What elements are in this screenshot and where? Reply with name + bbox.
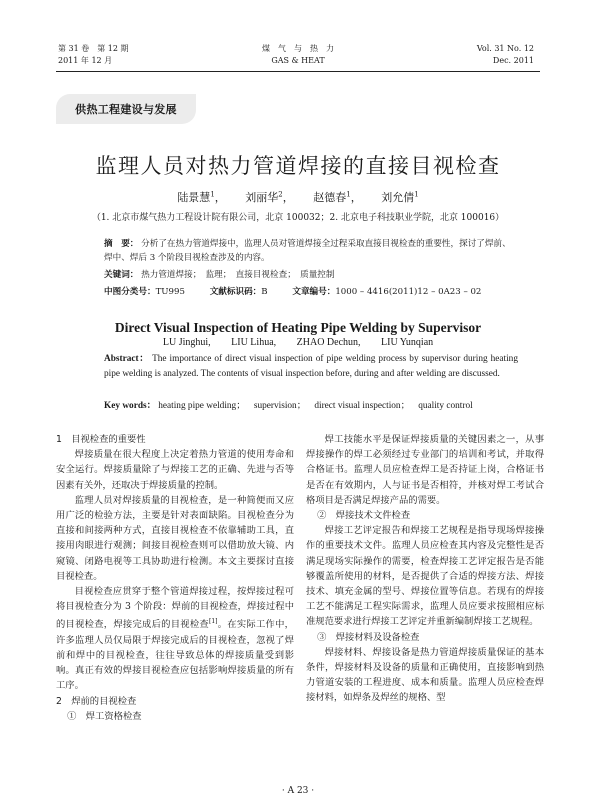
article-no-value: 1000 – 4416(2011)12 – 0A23 – 02 bbox=[335, 287, 482, 297]
keywords-text-cn: 热力管道焊接； 监理； 直接目视检查； 质量控制 bbox=[141, 270, 335, 280]
affiliation-cn: （1. 北京市煤气热力工程设计院有限公司，北京 100032；2. 北京电子科技职业学院，北京 100016） bbox=[91, 213, 505, 223]
article-no-label: 文章编号： bbox=[292, 287, 336, 297]
section-heading: 2 焊前的目视检查 bbox=[56, 695, 137, 707]
abstract-label-cn: 摘 要： bbox=[104, 239, 139, 249]
abstract-label-en: Abstract： bbox=[104, 354, 150, 364]
paragraph: 焊工技能水平是保证焊接质量的关键因素之一，从事焊接操作的焊工必须经过专业部门的培训和考试，并取得合格证书。监理人员应检查焊工是否持证上岗，合格证书是否在有效期内，人与证书是否相符，并核对焊工考试合格项目是否满足焊接产品的需要。 bbox=[306, 434, 544, 506]
author: 刘允倩$^1$ bbox=[381, 190, 419, 204]
paragraph: 监理人员对焊接质量的目视检查，是一种简便而又应用广泛的检验方法，主要是针对表面缺陷。目视检查分为直接和间接两种方式，直接目视检查不依靠辅助工具，直接用肉眼进行观测；间接目视检查则可以借助放大镜、内窥镜、闭路电视等工具协助进行检测。本文主要探讨直接目视检查。 bbox=[56, 494, 294, 582]
author-en: LU Jinghui, bbox=[162, 337, 211, 348]
journal-name-en: GAS & HEAT bbox=[271, 56, 325, 65]
article-title-cn: 监理人员对热力管道焊接的直接目视检查 bbox=[95, 154, 501, 178]
paragraph: 目视检查应贯穿于整个管道焊接过程，按焊接过程可将目视检查分为 3 个阶段：焊前的目视检查，焊接过程中的目视检查，焊接完成后的目视检查[1]。在实际工作中，许多监理人员仅局限于焊接完成后的目视检查，忽视了焊前和焊中的目视检查，往往导致总体的焊接质量受到影响。真正有效的焊接目视检查应包括影响焊接质量的所有工序。 bbox=[56, 586, 294, 692]
volume-issue-en: Vol. 31 No. 12 bbox=[476, 44, 534, 53]
paragraph: 焊接材料、焊接设备是热力管道焊接质量保证的基本条件，焊接材料及设备的质量和正确使用，直接影响到热力管道安装的工程进度、成本和质量。监理人员应检查焊接材料，如焊条及焊丝的规格、型 bbox=[306, 646, 544, 704]
article-title-en: Direct Visual Inspection of Heating Pipe Welding by Supervisor bbox=[114, 320, 482, 335]
subsection-heading: ③ 焊接材料及设备检查 bbox=[317, 631, 420, 643]
keyword-en: supervision； bbox=[253, 401, 307, 411]
body-column-left bbox=[56, 432, 294, 724]
keywords-label-en: Key words： bbox=[104, 401, 156, 411]
paragraph: 焊接质量在很大程度上决定着热力管道的使用寿命和安全运行。焊接质量除了与焊接工艺的正确、先进与否等因素有关外，还取决于焊接质量的控制。 bbox=[56, 449, 294, 491]
issue-date-en: Dec. 2011 bbox=[492, 56, 534, 65]
subsection-heading: ① 焊工资格检查 bbox=[67, 710, 142, 722]
keyword-en: heating pipe welding； bbox=[158, 401, 246, 411]
classification-line bbox=[104, 285, 518, 299]
abstract-cn bbox=[104, 237, 518, 265]
abstract-text-en: The importance of direct visual inspection of pipe welding process by supervisor during heating pipe welding is analyzed. The contents of visual inspection before, during and after welding are discussed. bbox=[104, 354, 518, 379]
section-heading: 1 目视检查的重要性 bbox=[56, 434, 146, 445]
abstract-text-cn: 分析了在热力管道焊接中，监理人员对管道焊接全过程采取直接目视检查的重要性，探讨了焊前、焊中、焊后 3 个阶段目视检查涉及的内容。 bbox=[104, 239, 511, 263]
keyword-en: direct visual inspection； bbox=[314, 401, 410, 411]
keywords-label-cn: 关键词： bbox=[104, 270, 139, 280]
page-number: · A 23 · bbox=[281, 786, 315, 796]
author-en: LIU Lihua, bbox=[231, 337, 277, 348]
column-badge bbox=[56, 94, 196, 124]
author: 陆景慧$^1$， bbox=[177, 190, 226, 204]
clc-value: TU995 bbox=[155, 287, 185, 297]
authors-cn bbox=[0, 189, 596, 205]
citation: [1] bbox=[208, 618, 218, 626]
volume-issue: 第 31 卷 第 12 期 bbox=[58, 44, 129, 53]
doc-code-label: 文献标识码： bbox=[209, 287, 262, 297]
body-column-right bbox=[306, 432, 544, 706]
keyword-en: quality control bbox=[418, 401, 473, 411]
author: 赵德春$^1$， bbox=[313, 190, 362, 204]
journal-name-cn: 煤 气 与 热 力 bbox=[262, 44, 334, 53]
clc-label: 中图分类号： bbox=[104, 287, 156, 297]
subsection-heading: ② 焊接技术文件检查 bbox=[317, 510, 411, 522]
doc-code-value: B bbox=[261, 287, 268, 297]
header-divider bbox=[56, 71, 540, 72]
paragraph: 焊接工艺评定报告和焊接工艺规程是指导现场焊接操作的重要技术文件。监理人员应检查其内容及完整性是否满足现场实际操作的需要，检查焊接工艺评定报告是否能够覆盖所使用的材料，是否提供了合适的焊接方法、焊接技术、填充金属的型号、焊接位置等信息。若现有的焊接工艺不能满足工程实际需求，监理人员应要求按照相应标准规范要求进行焊接工艺评定并重新编制焊接工艺规程。 bbox=[306, 525, 544, 628]
abstract-en bbox=[104, 352, 518, 381]
authors-en bbox=[0, 337, 596, 348]
keywords-cn bbox=[104, 268, 518, 282]
author: 刘丽华$^2$， bbox=[245, 190, 294, 204]
issue-date: 2011 年 12 月 bbox=[58, 56, 113, 65]
journal-volume-info-en bbox=[477, 43, 534, 67]
author-en: ZHAO Dechun, bbox=[296, 337, 361, 348]
author-en: LIU Yunqian bbox=[381, 337, 434, 348]
column-name: 供热工程建设与发展 bbox=[75, 103, 177, 116]
keywords-en bbox=[104, 399, 518, 413]
